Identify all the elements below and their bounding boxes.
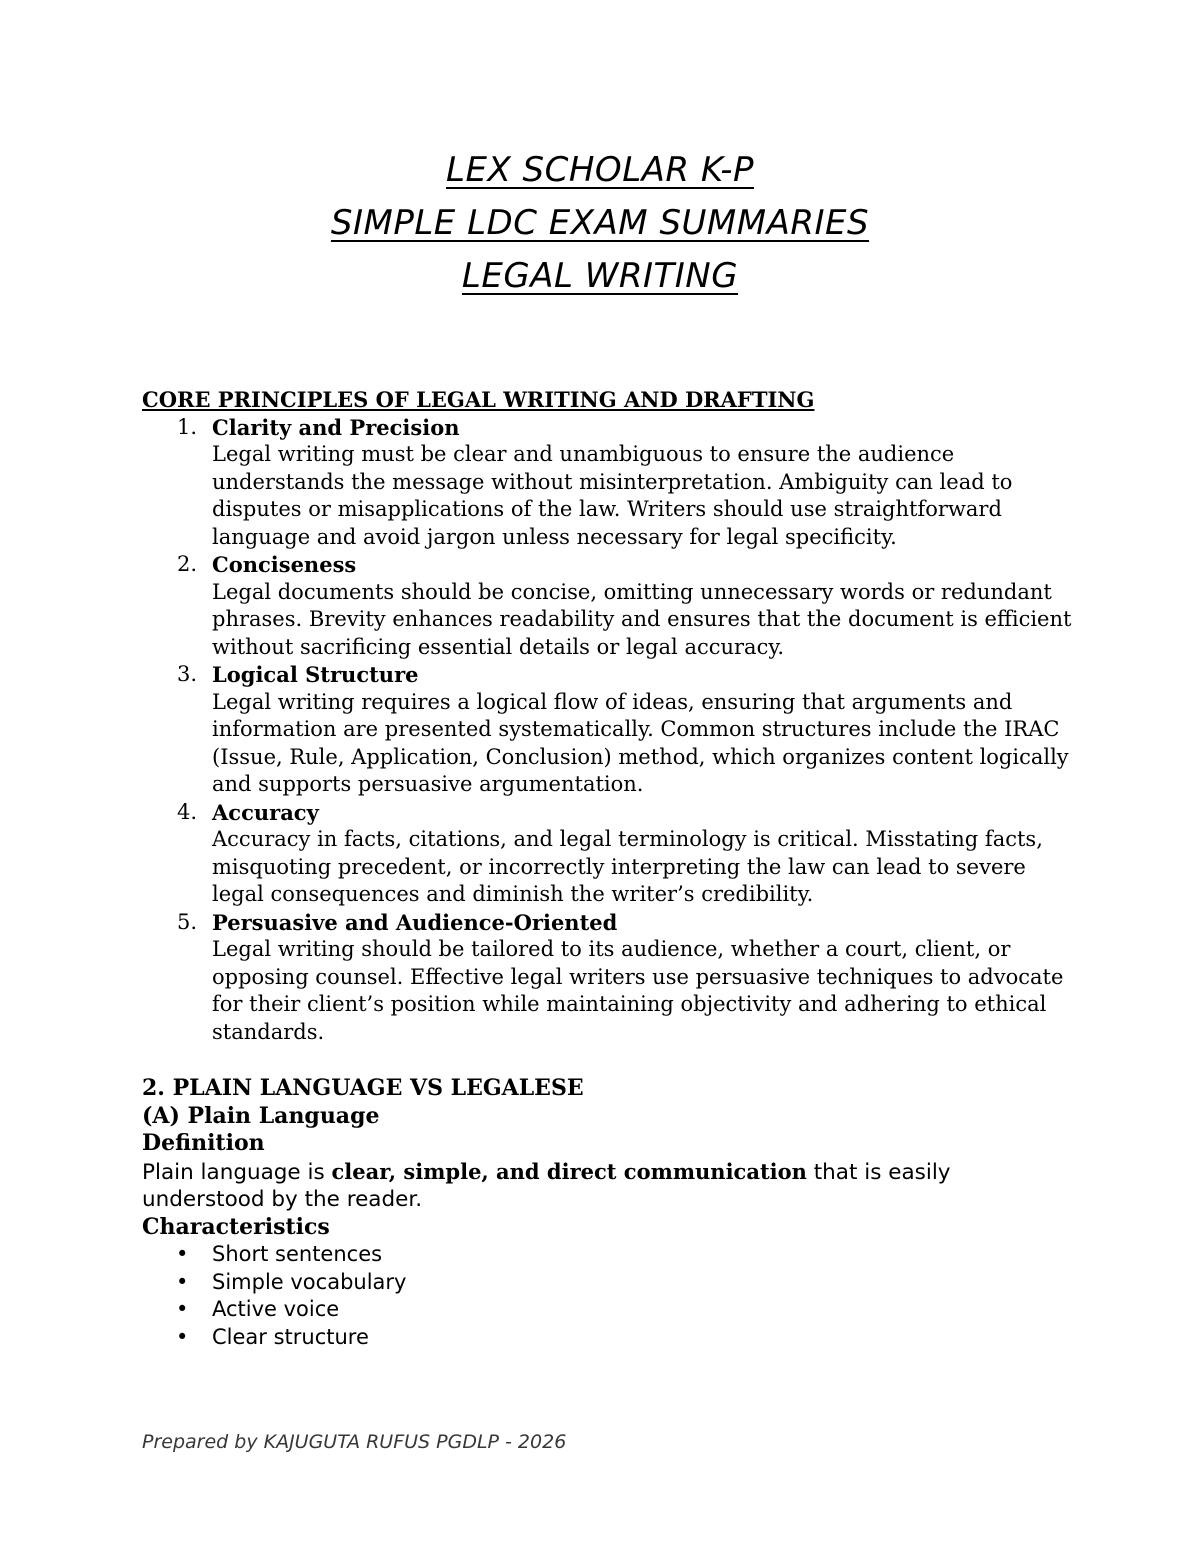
- principle-title: Accuracy: [212, 799, 319, 825]
- page-footer: Prepared by KAJUGUTA RUFUS PGDLP - 2026: [142, 1431, 567, 1453]
- list-number: 5.: [177, 909, 198, 934]
- principle-body: Legal documents should be concise, omitting unnecessary words or redundant phrases. Brevity enhances readability and ensures that the document is efficient without sacrificing essential details or legal accuracy.: [212, 579, 1072, 659]
- list-number: 3.: [177, 662, 198, 686]
- section1-heading: CORE PRINCIPLES OF LEGAL WRITING AND DRAFTING: [142, 387, 815, 412]
- section2-heading: 2. PLAIN LANGUAGE VS LEGALESE: [142, 1075, 584, 1101]
- definition-bold: clear, simple, and direct communication: [331, 1158, 807, 1184]
- bullet-icon: •: [176, 1297, 189, 1321]
- list-item: [142, 909, 1072, 1047]
- characteristic-text: Simple vocabulary: [212, 1269, 407, 1294]
- list-item: [142, 1296, 1072, 1324]
- document-body: [142, 386, 1072, 1351]
- title-line-1: LEX SCHOLAR K-P: [446, 150, 754, 190]
- list-number: 2.: [177, 552, 198, 576]
- characteristic-text: Active voice: [212, 1297, 340, 1321]
- definition-text: [142, 1158, 1072, 1214]
- bullet-icon: •: [176, 1324, 189, 1349]
- principle-body: Legal writing must be clear and unambiguous to ensure the audience understands the message without misinterpretation. Ambiguity can lead to disputes or misapplications of the law. Writers should use straightforward language and avoid jargon unless necessary for legal specificity.: [212, 442, 1013, 549]
- principle-title: Conciseness: [212, 552, 357, 577]
- bullet-icon: •: [176, 1269, 189, 1294]
- principles-list: [142, 414, 1072, 1047]
- list-item: [142, 1324, 1072, 1352]
- principle-title: Clarity and Precision: [212, 414, 460, 440]
- title-line-3: LEGAL WRITING: [461, 256, 739, 296]
- definition-pre: Plain language is: [142, 1159, 332, 1185]
- definition-label: Definition: [142, 1130, 265, 1156]
- list-item: [142, 1269, 1072, 1297]
- list-number: 4.: [177, 799, 198, 824]
- principle-body: Legal writing should be tailored to its audience, whether a court, client, or opposing counsel. Effective legal writers use persuasive techniques to advocate for their client’s position while maintaining objectivity and adhering to ethical standards.: [212, 937, 1064, 1044]
- characteristics-label: Characteristics: [142, 1213, 330, 1240]
- definition-post: that is easily understood by the reader.: [142, 1159, 951, 1212]
- principle-body: Accuracy in facts, citations, and legal terminology is critical. Misstating facts, misquoting precedent, or incorrectly interpreting the law can lead to severe legal consequences and diminish the writer’s credibility.: [212, 827, 1043, 906]
- principle-body: Legal writing requires a logical flow of ideas, ensuring that arguments and information are presented systematically. Common structures include the IRAC (Issue, Rule, Application, Conclusion) method, which organizes content logically and supports persuasive argumentation.: [212, 689, 1069, 796]
- principle-title: Logical Structure: [212, 662, 419, 687]
- characteristics-list: [142, 1241, 1072, 1351]
- characteristic-text: Short sentences: [212, 1242, 383, 1266]
- list-item: [142, 661, 1072, 799]
- title-line-2: SIMPLE LDC EXAM SUMMARIES: [330, 203, 870, 243]
- section2-subheading: (A) Plain Language: [142, 1102, 380, 1129]
- list-item: [142, 799, 1072, 909]
- list-item: [142, 551, 1072, 661]
- list-number: 1.: [177, 414, 198, 439]
- list-item: [142, 1241, 1072, 1269]
- characteristic-text: Clear structure: [212, 1324, 369, 1349]
- list-item: [142, 414, 1072, 552]
- bullet-icon: •: [176, 1242, 189, 1266]
- principle-title: Persuasive and Audience-Oriented: [212, 909, 618, 935]
